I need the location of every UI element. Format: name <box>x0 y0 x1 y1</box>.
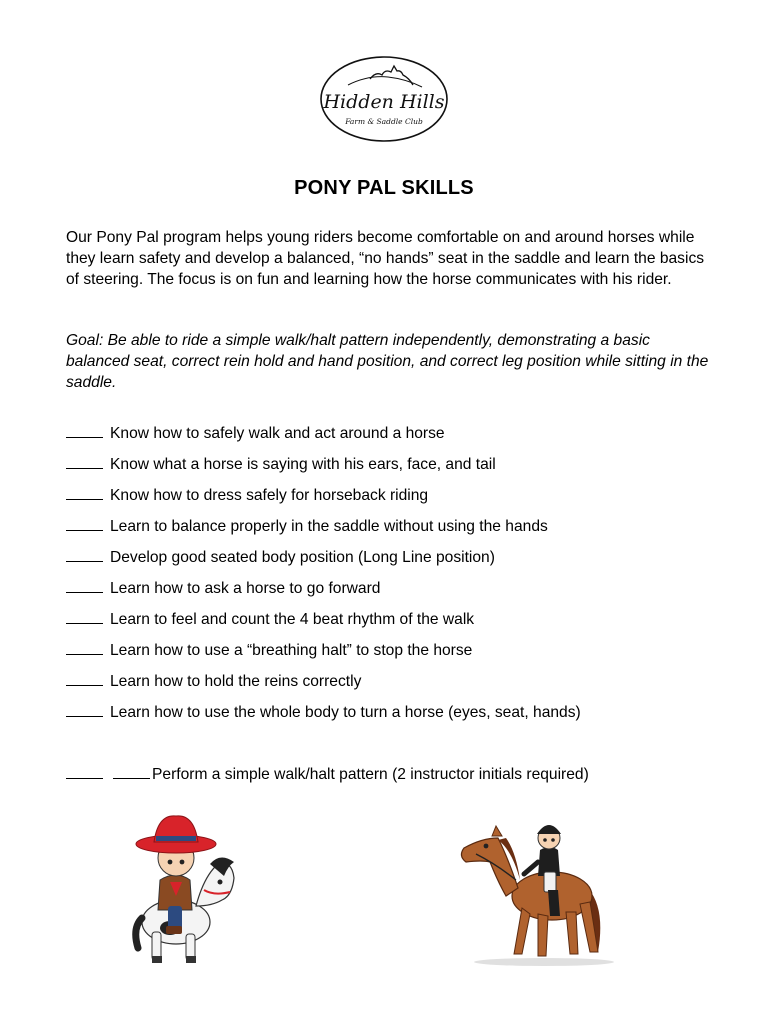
initials-blank[interactable] <box>66 454 103 469</box>
checklist-item <box>66 485 726 516</box>
instructor-initials-blank-2[interactable] <box>113 764 150 779</box>
initials-blank[interactable] <box>66 423 103 438</box>
final-skill-item <box>66 764 589 785</box>
final-skill-label: Perform a simple walk/halt pattern (2 instructor initials required) <box>152 766 589 783</box>
initials-blank[interactable] <box>66 578 103 593</box>
hidden-hills-logo <box>318 53 450 145</box>
skill-label: Know what a horse is saying with his ears, face, and tail <box>110 456 496 473</box>
skill-label: Learn to balance properly in the saddle without using the hands <box>110 518 548 535</box>
skill-label: Develop good seated body position (Long Line position) <box>110 549 495 566</box>
cowboy-pony-illustration <box>130 810 242 970</box>
checklist-item <box>66 454 726 485</box>
initials-blank[interactable] <box>66 609 103 624</box>
logo-name: Hidden Hills <box>323 91 445 113</box>
logo-subtitle: Farm & Saddle Club <box>345 117 423 126</box>
initials-blank[interactable] <box>66 640 103 655</box>
initials-blank[interactable] <box>66 702 103 717</box>
intro-paragraph: Our Pony Pal program helps young riders become comfortable on and around horses while they learn safety and develop a balanced, “no hands” seat in the saddle and learn the basics of steering. The focus is on fun and learning how the horse communicates with his rider. <box>66 229 705 288</box>
skill-label: Learn how to use a “breathing halt” to stop the horse <box>110 642 473 659</box>
page-title: PONY PAL SKILLS <box>294 177 474 199</box>
initials-blank[interactable] <box>66 547 103 562</box>
checklist-item <box>66 702 726 733</box>
skill-label: Know how to safely walk and act around a horse <box>110 425 445 442</box>
goal-paragraph: Goal: Be able to ride a simple walk/halt pattern independently, demonstrating a basic balanced seat, correct rein hold and hand position, and correct leg position while sitting in the saddle. <box>66 332 709 391</box>
skills-checklist <box>66 423 726 733</box>
initials-blank[interactable] <box>66 485 103 500</box>
skill-label: Learn to feel and count the 4 beat rhythm of the walk <box>110 611 475 628</box>
checklist-item <box>66 423 726 454</box>
checklist-item <box>66 547 726 578</box>
checklist-item <box>66 640 726 671</box>
skill-label: Learn how to use the whole body to turn a horse (eyes, seat, hands) <box>110 704 581 721</box>
checklist-item <box>66 516 726 547</box>
checklist-item <box>66 609 726 640</box>
skill-label: Learn how to hold the reins correctly <box>110 673 362 690</box>
rider-horse-illustration <box>452 806 617 968</box>
instructor-initials-blank-1[interactable] <box>66 764 103 779</box>
checklist-item <box>66 578 726 609</box>
skill-label: Learn how to ask a horse to go forward <box>110 580 381 597</box>
initials-blank[interactable] <box>66 516 103 531</box>
skill-label: Know how to dress safely for horseback riding <box>110 487 429 504</box>
initials-blank[interactable] <box>66 671 103 686</box>
checklist-item <box>66 671 726 702</box>
